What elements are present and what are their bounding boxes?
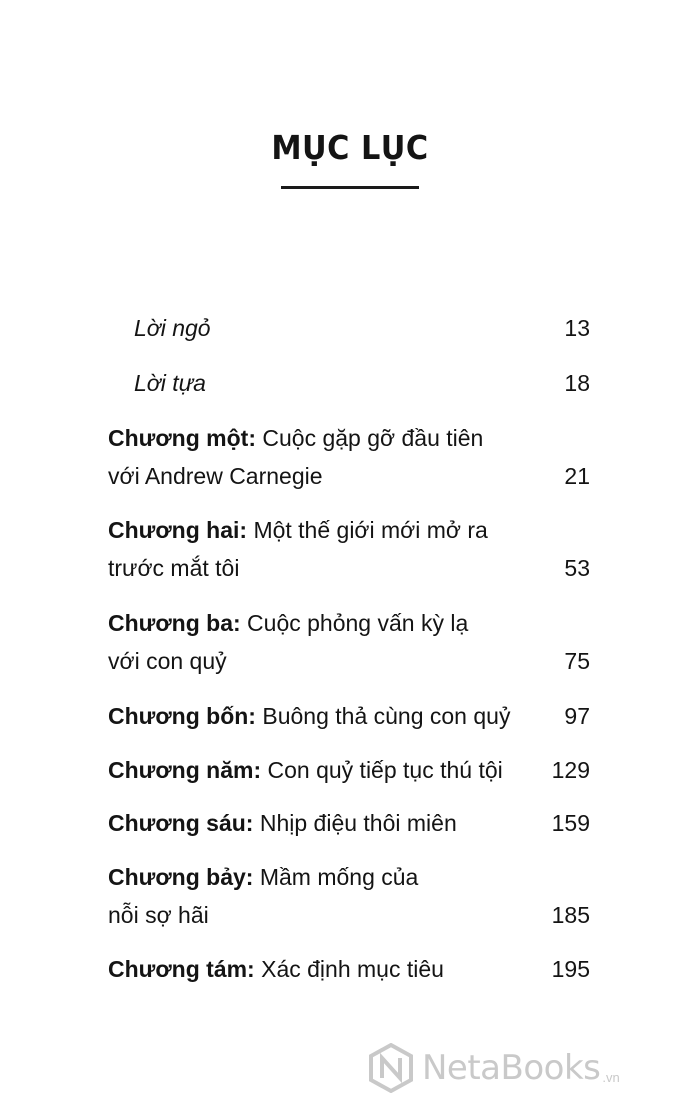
toc-entry-title: Lời tựa (134, 370, 206, 396)
toc-entry-page: 195 (551, 956, 590, 982)
toc-entry-title: Xác định mục tiêu (261, 956, 444, 982)
toc-entry-chapter-4[interactable] (108, 697, 590, 735)
toc-entry-chapter-3[interactable] (108, 604, 590, 680)
toc-entry-title: Buông thả cùng con quỷ (262, 703, 511, 729)
toc-entry-page: 13 (564, 315, 590, 341)
toc-entry-page: 21 (564, 463, 590, 489)
netabooks-logo-icon (368, 1043, 414, 1093)
toc-chapter-label: Chương bảy: (108, 864, 254, 890)
toc-entry-page: 75 (564, 648, 590, 674)
toc-chapter-label: Chương sáu: (108, 810, 254, 836)
toc-entry-title: Cuộc gặp gỡ đầu tiên (262, 425, 484, 451)
toc-chapter-label: Chương một: (108, 425, 256, 451)
toc-entry-title-continued: với Andrew Carnegie (108, 463, 323, 489)
toc-entry-title: Con quỷ tiếp tục thú tội (267, 757, 503, 783)
toc-entry-title-continued: với con quỷ (108, 648, 227, 674)
toc-chapter-label: Chương tám: (108, 956, 255, 982)
toc-entry-title: Mầm mống của (259, 864, 419, 890)
toc-chapter-label: Chương ba: (108, 610, 241, 636)
watermark-brand: NetaBooks (422, 1048, 601, 1088)
toc-entry-title-continued: nỗi sợ hãi (108, 902, 209, 928)
watermark-domain: .vn (602, 1069, 620, 1085)
toc-entry-title: Cuộc phỏng vấn kỳ lạ (247, 610, 469, 636)
toc-entry-page: 129 (551, 757, 590, 783)
toc-chapter-label: Chương hai: (108, 517, 248, 543)
toc-entry-chapter-5[interactable] (108, 751, 590, 789)
toc-entry-page: 97 (564, 703, 590, 729)
toc-entry-chapter-8[interactable] (108, 950, 590, 988)
toc-entry-loi-tua[interactable] (134, 364, 590, 402)
toc-chapter-label: Chương bốn: (108, 703, 256, 729)
toc-entry-page: 185 (551, 902, 590, 928)
toc-entry-page: 18 (564, 370, 590, 396)
toc-entry-title: Lời ngỏ (134, 315, 211, 341)
toc-entry-loi-ngo[interactable] (134, 309, 590, 347)
toc-entry-title: Nhịp điệu thôi miên (259, 810, 457, 836)
toc-entry-chapter-6[interactable] (108, 804, 590, 842)
toc-entry-chapter-7[interactable] (108, 858, 590, 934)
toc-entry-page: 159 (551, 810, 590, 836)
toc-entry-title-continued: trước mắt tôi (108, 555, 240, 581)
toc-entry-chapter-1[interactable] (108, 419, 590, 495)
toc-chapter-label: Chương năm: (108, 757, 262, 783)
toc-entry-title: Một thế giới mới mở ra (253, 517, 488, 543)
toc-entry-chapter-2[interactable] (108, 511, 590, 587)
page-title: MỤC LỤC (271, 128, 429, 167)
toc-entry-page: 53 (564, 555, 590, 581)
watermark (368, 1040, 698, 1096)
